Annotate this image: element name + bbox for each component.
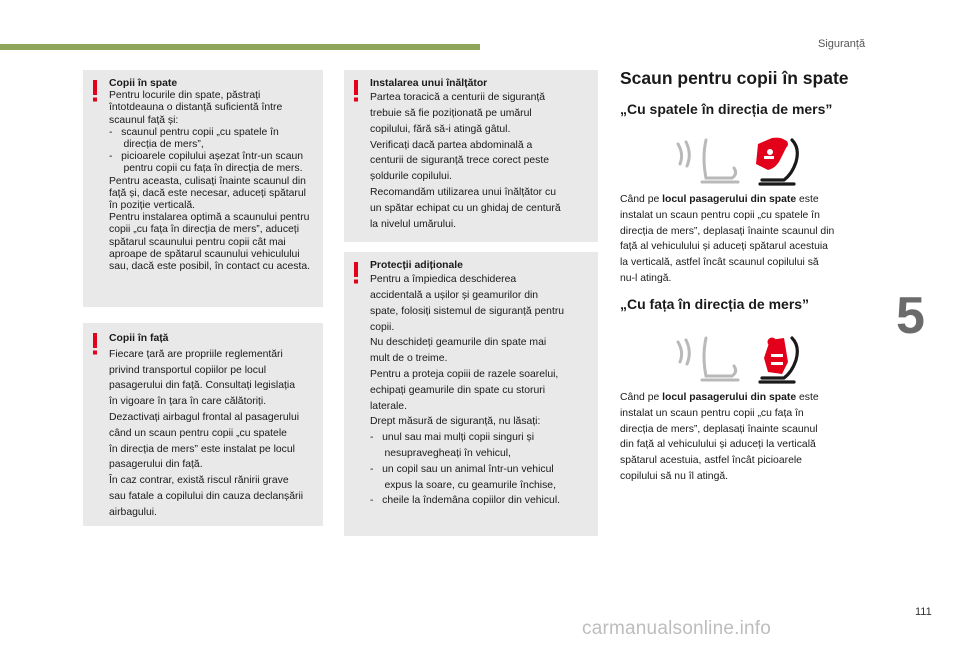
warning-title: Protecții adiționale: [370, 260, 463, 271]
forward-facing-heading: „Cu fața în direcția de mers”: [620, 296, 810, 312]
warning-box-front-children: [83, 323, 323, 526]
section-title: Siguranță: [818, 38, 866, 50]
warning-box-rear-children: [83, 70, 323, 307]
warning-exclamation-icon: [91, 333, 99, 355]
forward-facing-child-seat-illustration: [672, 332, 812, 388]
warning-text: Pentru locurile din spate, păstrați întotdeauna o distanță suficientă între scaunul față și: - scaunul pentru copii „cu spatele în direcția de mers”, - picioarele copilului așezat într-un scaun pentru copii cu fața în direcția de mers. Pentru aceasta, culisați înainte scaunul din față și, dacă este necesar, aduceți spătarul în poziție verticală. Pentru instalarea optimă a scaunului pentru copii „cu fața în direcția de mers”, aduceți spătarul scaunului pentru copii cât mai aproape de spătarul scaunului vehiculului sau, dacă este posibil, în contact cu acesta.: [109, 90, 311, 273]
chapter-accent-bar: [0, 44, 480, 50]
page-number: 111: [915, 606, 932, 618]
warning-exclamation-icon: [352, 80, 360, 102]
rear-facing-heading: „Cu spatele în direcția de mers”: [620, 101, 833, 117]
warning-box-booster: [344, 70, 598, 242]
warning-box-additional-protection: [344, 252, 598, 536]
warning-text: Partea toracică a centurii de siguranță trebuie să fie poziționată pe umărul copilului, fără să-i atingă gâtul. Verificați dacă partea abdominală a centurii de siguranță trece corect peste șoldurile copilului. Recomandăm utilizarea unui înălțător cu un spătar echipat cu un ghidaj de centură la nivelul umărului.: [370, 92, 561, 230]
warning-exclamation-icon: [91, 80, 99, 102]
forward-facing-text: Când pe locul pasagerului din spate este instalat un scaun pentru copii „cu fața în direcția de mers”, deplasați înainte scaunul din față al vehiculului și aduceți la verticală spătarul acestuia, astfel încât picioarele copilului să nu îl atingă.: [620, 392, 819, 482]
rear-facing-child-seat-illustration: [672, 134, 812, 190]
warning-title: Copii în față: [109, 333, 169, 344]
warning-text: Pentru a împiedica deschiderea accidentală a ușilor și geamurilor din spate, folosiți sistemul de siguranță pentru copii. Nu deschideți geamurile din spate mai mult de o treime. Pentru a proteja copiii de razele soarelui, echipați geamurile din spate cu storuri laterale. Drept măsură de siguranță, nu lăsați: - unul sau mai mulți copii singuri și nesupravegheați în vehicul, - un copil sau un animal într-un vehicul expus la soare, cu geamurile închise, - cheile la îndemâna copiilor din vehicul.: [370, 274, 565, 507]
warning-text: Fiecare țară are propriile reglementări privind transportul copiilor pe locul pasagerului din față. Consultați legislația în vigoare în țara în care călătoriți. Dezactivați airbagul frontal al pasagerului când un scaun pentru copii „cu spatele în direcția de mers” este instalat pe locul pasagerului din față. În caz contrar, există riscul rănirii grave sau fatale a copilului din cauza declanșării airbagului.: [109, 348, 304, 518]
watermark: carmanualsonline.info: [582, 618, 772, 639]
warning-exclamation-icon: [352, 262, 360, 284]
chapter-number: 5: [896, 287, 925, 345]
warning-title: Instalarea unui înălțător: [370, 78, 488, 89]
page-title: Scaun pentru copii în spate: [620, 68, 849, 88]
warning-title: Copii în spate: [109, 78, 178, 89]
rear-facing-text: Când pe locul pasagerului din spate este instalat un scaun pentru copii „cu spatele în direcția de mers”, deplasați înainte scaunul din față al vehiculului și aduceți spătarul acestuia la verticală, astfel încât scaunul copilului să nu-l atingă.: [620, 194, 835, 284]
